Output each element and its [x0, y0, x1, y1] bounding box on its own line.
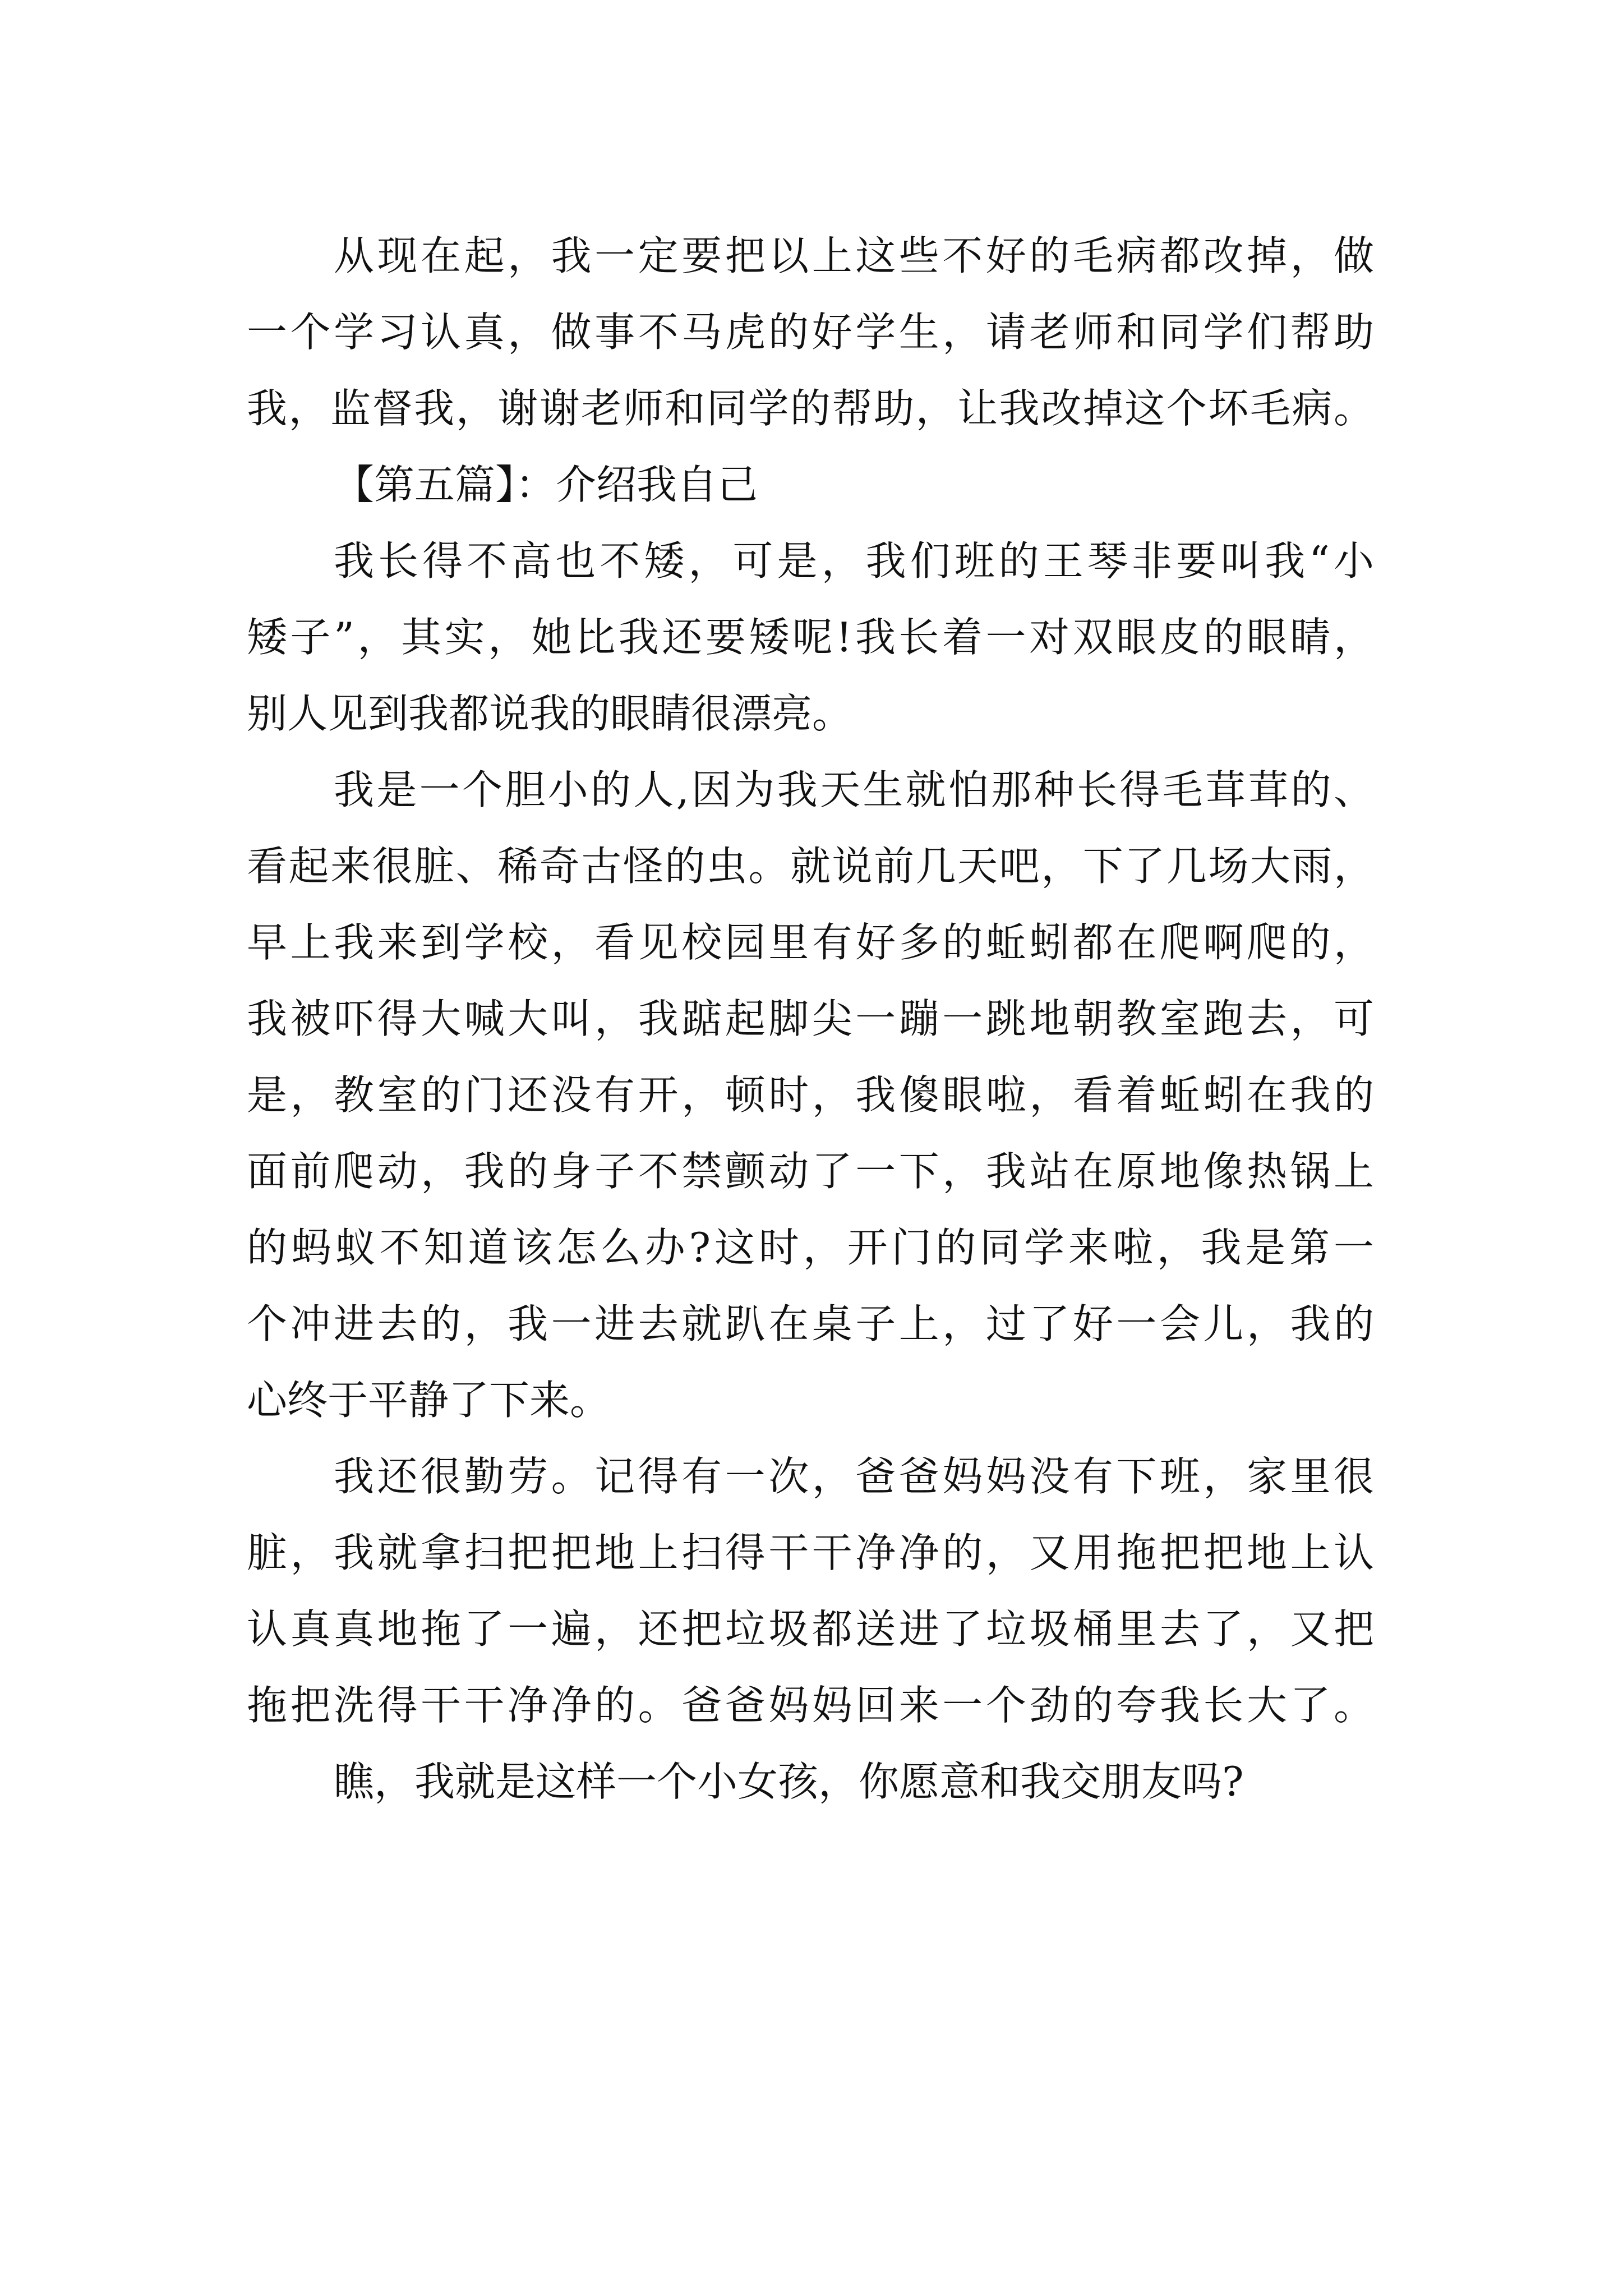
paragraph [247, 1743, 1374, 1820]
paragraph [247, 218, 1374, 447]
text-line: 我被吓得大喊大叫，我踮起脚尖一蹦一跳地朝教室跑去，可 [247, 995, 1374, 1042]
text-line: 面前爬动，我的身子不禁颤动了一下，我站在原地像热锅上 [247, 1148, 1374, 1195]
paragraph [247, 1438, 1374, 1743]
paragraph [247, 523, 1374, 752]
section-heading [247, 447, 1374, 523]
text-line: 看起来很脏、稀奇古怪的虫。就说前几天吧，下了几场大雨， [247, 843, 1374, 890]
text-line: 我还很勤劳。记得有一次，爸爸妈妈没有下班，家里很 [334, 1453, 1374, 1500]
text-line: 脏，我就拿扫把把地上扫得干干净净的，又用拖把把地上认 [247, 1529, 1374, 1576]
text-line: 我是一个胆小的人,因为我天生就怕那种长得毛茸茸的、 [334, 766, 1374, 813]
text-line: 认真真地拖了一遍，还把垃圾都送进了垃圾桶里去了，又把 [247, 1605, 1374, 1653]
text-line: 从现在起，我一定要把以上这些不好的毛病都改掉，做 [334, 232, 1374, 279]
text-line: 我长得不高也不矮，可是，我们班的王琴非要叫我“小 [334, 537, 1374, 585]
text-line: 矮子”，其实，她比我还要矮呢!我长着一对双眼皮的眼睛， [247, 614, 1374, 661]
text-line: 瞧，我就是这样一个小女孩，你愿意和我交朋友吗? [334, 1758, 1244, 1805]
text-line: 的蚂蚁不知道该怎么办?这时，开门的同学来啦，我是第一 [247, 1224, 1374, 1271]
text-line: 拖把洗得干干净净的。爸爸妈妈回来一个劲的夸我长大了。 [247, 1682, 1374, 1729]
text-line: 别人见到我都说我的眼睛很漂亮。 [247, 690, 853, 737]
heading-text: 【第五篇】：介绍我自己 [334, 461, 758, 508]
text-line: 是，教室的门还没有开，顿时，我傻眼啦，看着蚯蚓在我的 [247, 1071, 1374, 1119]
paragraph [247, 752, 1374, 1438]
text-line: 一个学习认真，做事不马虎的好学生，请老师和同学们帮助 [247, 309, 1374, 356]
text-line: 早上我来到学校，看见校园里有好多的蚯蚓都在爬啊爬的， [247, 919, 1374, 966]
document-page [247, 218, 1374, 1820]
text-line: 我，监督我，谢谢老师和同学的帮助，让我改掉这个坏毛病。 [247, 385, 1374, 432]
text-line: 个冲进去的，我一进去就趴在桌子上，过了好一会儿，我的 [247, 1300, 1374, 1347]
text-line: 心终于平静了下来。 [247, 1377, 611, 1424]
